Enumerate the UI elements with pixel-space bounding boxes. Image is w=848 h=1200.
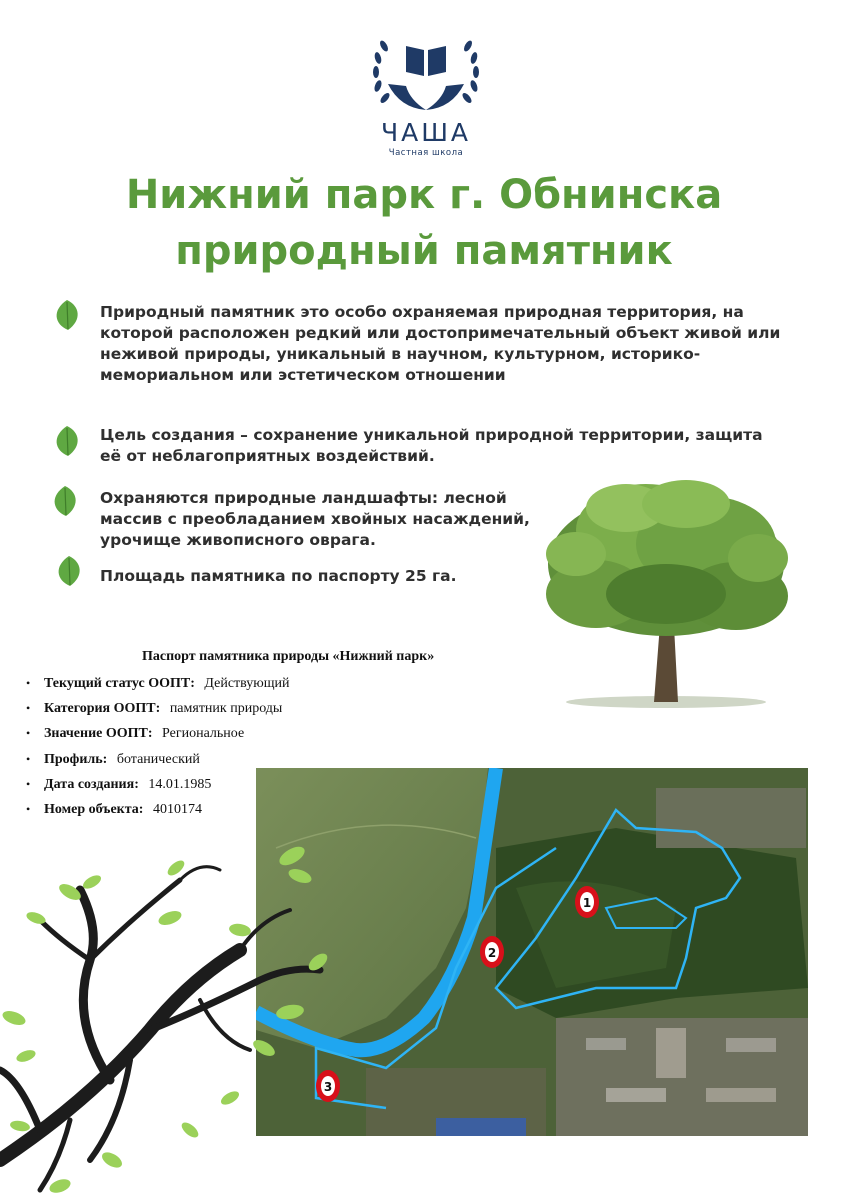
passport-item-key: Категория ООПТ: bbox=[44, 701, 161, 716]
bullet-text-area: Площадь памятника по паспорту 25 га. bbox=[100, 567, 457, 585]
bullet-text-landscapes: Охраняются природные ландшафты: лесной массив с преобладанием хвойных насаждений, урочище живописного оврага. bbox=[100, 489, 530, 549]
passport-item-key: Значение ООПТ: bbox=[44, 726, 153, 741]
leaf-bullet-icon bbox=[52, 424, 82, 458]
leaf-bullet-icon bbox=[50, 484, 80, 518]
passport-item: • Категория ООПТ: памятник природы bbox=[26, 701, 283, 716]
passport-title: Паспорт памятника природы «Нижний парк» bbox=[142, 649, 435, 664]
map-marker-3-label: 3 bbox=[323, 1080, 333, 1094]
tree-illustration bbox=[536, 474, 796, 710]
bullet-text-definition: Природный памятник это особо охраняемая природная территория, на которой расположен редкий или достопримечательный объект живой или неживой природы, уникальный в научном, культурном, историко-мемориальном или эстетическом отношении bbox=[100, 303, 781, 384]
leaf-bullet-icon bbox=[52, 298, 82, 332]
passport-item-key: Дата создания: bbox=[44, 777, 139, 792]
passport-item-value: 4010174 bbox=[152, 802, 202, 817]
logo-subtitle: Частная школа bbox=[388, 148, 464, 158]
passport-item-value: ботанический bbox=[116, 752, 200, 767]
passport-item: • Значение ООПТ: Региональное bbox=[26, 726, 245, 741]
passport-item-key: Текущий статус ООПТ: bbox=[44, 676, 195, 691]
passport-item: • Дата создания: 14.01.1985 bbox=[26, 777, 212, 792]
passport-item-value: памятник природы bbox=[169, 701, 283, 716]
passport-item-value: 14.01.1985 bbox=[148, 777, 212, 792]
passport-item-key: Номер объекта: bbox=[44, 802, 144, 817]
laurel-book-hands-icon bbox=[366, 26, 486, 118]
branch-illustration bbox=[0, 830, 340, 1200]
school-logo bbox=[366, 26, 486, 160]
passport-item-value: Действующий bbox=[204, 676, 290, 691]
page-title-line-1: Нижний парк г. Обнинска bbox=[125, 172, 723, 218]
passport-item: • Текущий статус ООПТ: Действующий bbox=[26, 676, 290, 691]
passport-item: • Профиль: ботанический bbox=[26, 752, 200, 767]
map-marker-2-label: 2 bbox=[487, 946, 497, 960]
leaf-bullet-icon bbox=[54, 554, 84, 588]
logo-name: ЧАША bbox=[380, 118, 472, 147]
passport-item-key: Профиль: bbox=[44, 752, 108, 767]
bullet-text-goal: Цель создания – сохранение уникальной природной территории, защита её от неблагоприятных воздействий. bbox=[100, 426, 763, 465]
page-title-line-2: природный памятник bbox=[175, 228, 673, 274]
passport-item-value: Региональное bbox=[162, 726, 245, 741]
map-marker-1-label: 1 bbox=[582, 896, 592, 910]
passport-item: • Номер объекта: 4010174 bbox=[26, 802, 202, 817]
